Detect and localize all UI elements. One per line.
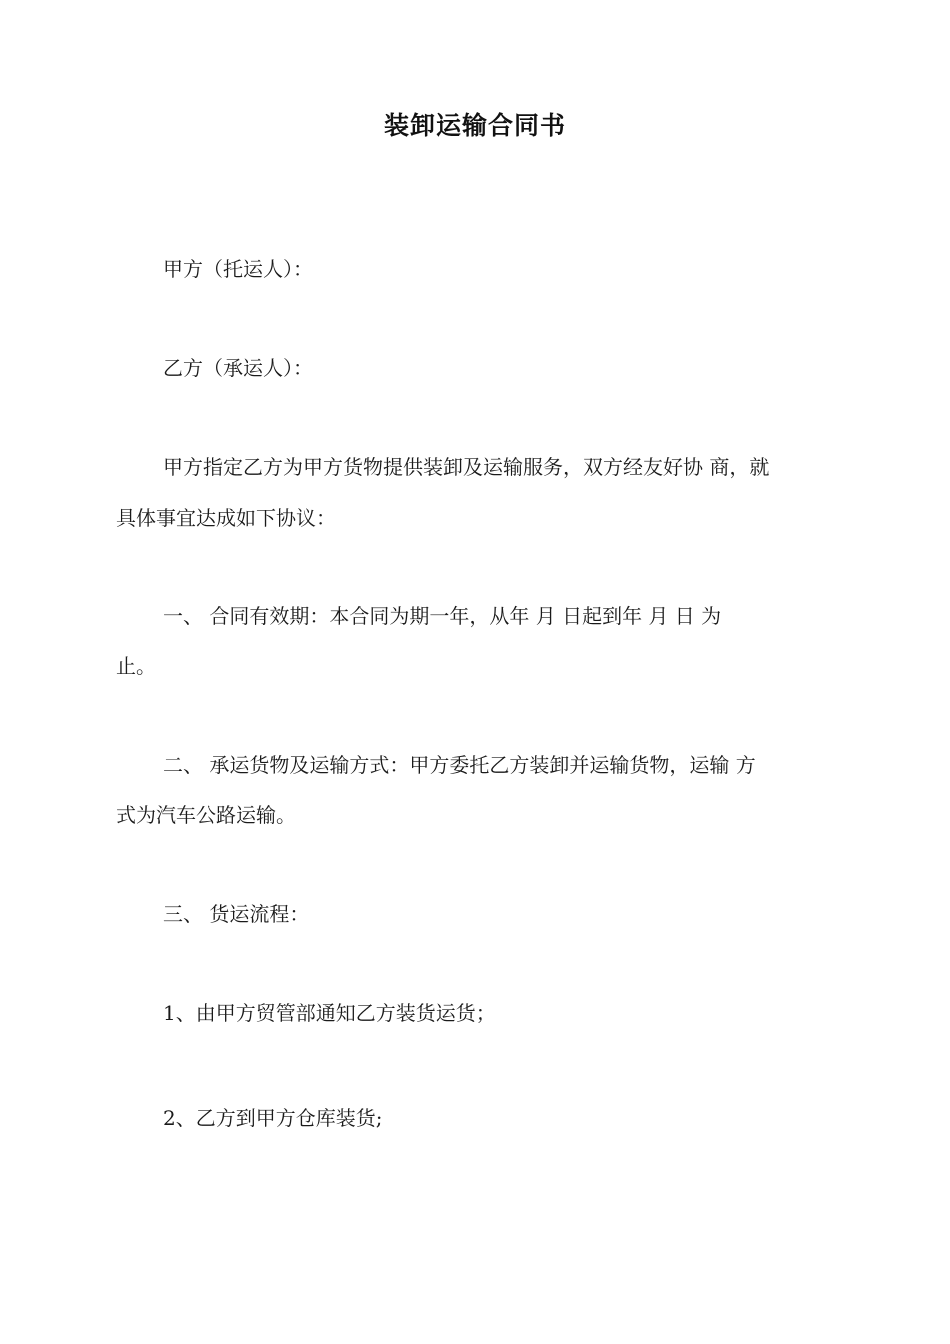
clause-3-heading: 三、 货运流程： bbox=[163, 902, 310, 926]
process-step-2: 2、乙方到甲方仓库装货; bbox=[163, 1106, 383, 1130]
process-step-1: 1、由甲方贸管部通知乙方装货运货； bbox=[163, 1001, 496, 1025]
clause-2-line-2: 式为汽车公路运输。 bbox=[116, 803, 296, 827]
clause-1-line-2: 止。 bbox=[116, 654, 156, 678]
party-a-label: 甲方（托运人）： bbox=[163, 257, 313, 281]
party-b-label: 乙方（承运人）： bbox=[163, 356, 313, 380]
document-title: 装卸运输合同书 bbox=[383, 111, 566, 140]
intro-paragraph-line-2: 具体事宜达成如下协议： bbox=[116, 506, 336, 530]
clause-2-line-1: 二、 承运货物及运输方式：甲方委托乙方装卸并运输货物，运输 方 bbox=[163, 753, 756, 777]
clause-1-line-1: 一、 合同有效期：本合同为期一年，从年 月 日起到年 月 日 为 bbox=[163, 604, 722, 628]
intro-paragraph-line-1: 甲方指定乙方为甲方货物提供装卸及运输服务，双方经友好协 商，就 bbox=[163, 455, 770, 479]
